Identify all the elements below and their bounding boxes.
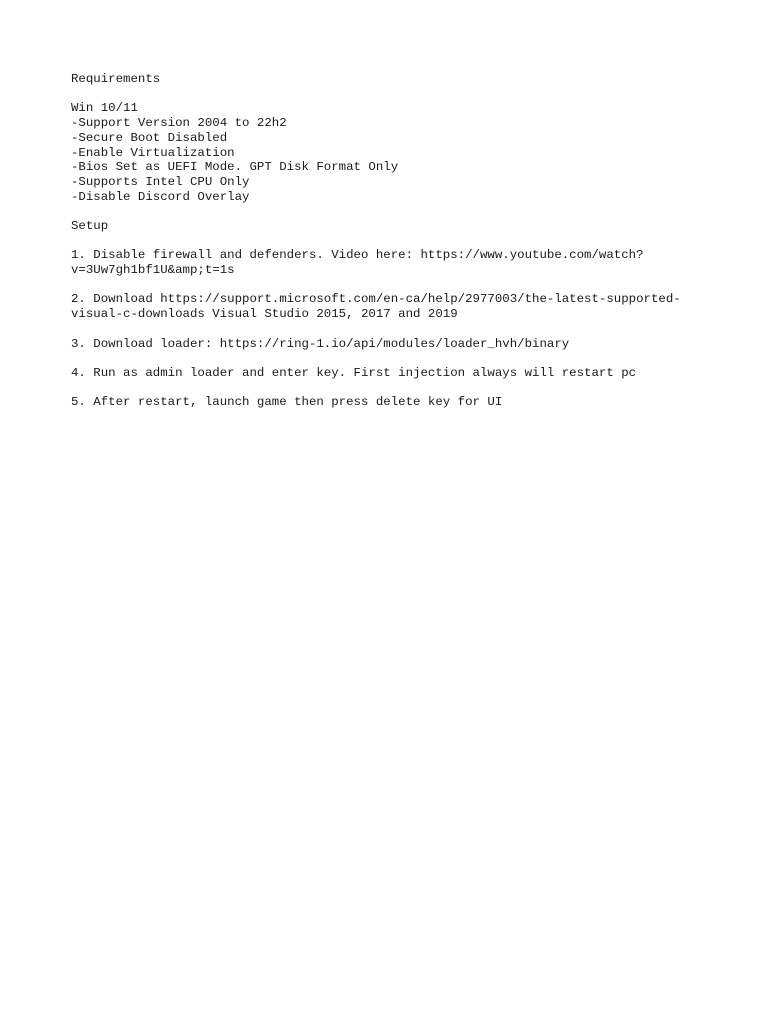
requirement-item: -Secure Boot Disabled — [71, 130, 228, 145]
requirement-item: -Support Version 2004 to 22h2 — [71, 116, 287, 131]
spacer — [71, 351, 701, 366]
spacer — [71, 381, 701, 396]
spacer — [71, 322, 701, 337]
setup-step-2-continued: visual-c-downloads Visual Studio 2015, 2017 and 2019 — [71, 307, 458, 322]
spacer — [71, 278, 701, 293]
setup-step-2: 2. Download https://support.microsoft.com/en-ca/help/2977003/the-latest-supported- — [71, 292, 681, 307]
os-requirement: Win 10/11 — [71, 101, 138, 116]
document-body — [71, 72, 701, 410]
requirement-item: -Bios Set as UEFI Mode. GPT Disk Format Only — [71, 160, 399, 175]
spacer — [71, 204, 701, 219]
requirement-item: -Supports Intel CPU Only — [71, 174, 250, 189]
setup-step-1-continued: v=3Uw7gh1bf1U&amp;t=1s — [71, 263, 235, 278]
requirement-item: -Enable Virtualization — [71, 145, 235, 160]
setup-step-4: 4. Run as admin loader and enter key. First injection always will restart pc — [71, 365, 637, 380]
setup-step-5: 5. After restart, launch game then press delete key for UI — [71, 395, 503, 410]
spacer — [71, 87, 701, 102]
spacer — [71, 234, 701, 249]
setup-step-1: 1. Disable firewall and defenders. Video here: https://www.youtube.com/watch? — [71, 248, 644, 263]
requirement-item: -Disable Discord Overlay — [71, 189, 250, 204]
requirements-heading: Requirements — [71, 72, 161, 86]
setup-heading: Setup — [71, 219, 109, 233]
setup-step-3: 3. Download loader: https://ring-1.io/api/modules/loader_hvh/binary — [71, 336, 570, 351]
